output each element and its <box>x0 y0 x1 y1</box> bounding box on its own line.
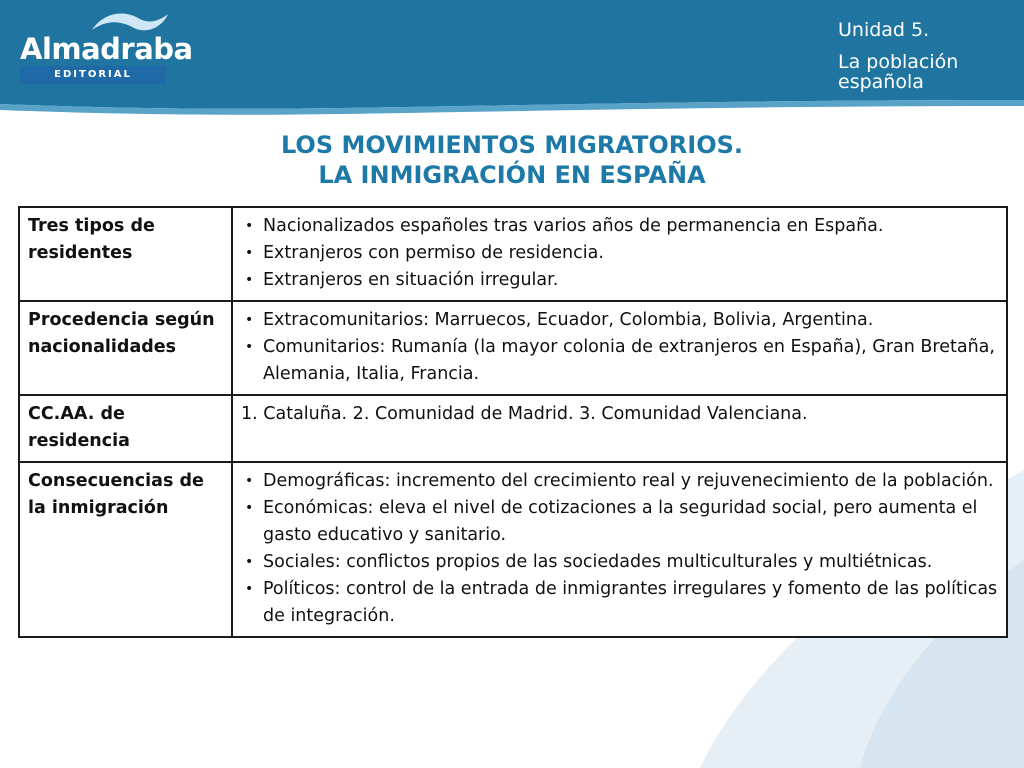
row-content <box>232 462 1007 637</box>
unit-subtitle: La población española <box>838 51 959 93</box>
logo-editorial-badge: EDITORIAL <box>20 66 166 84</box>
table-row-regions <box>19 395 1007 462</box>
row-content <box>232 207 1007 301</box>
list-item: • Nacionalizados españoles tras varios años de permanencia en España. <box>263 213 999 240</box>
immigration-table <box>18 206 1008 638</box>
list-item: • Extranjeros en situación irregular. <box>263 267 999 294</box>
list-item: • Económicas: eleva el nivel de cotizaciones a la seguridad social, pero aumenta el gasto educativo y sanitario. <box>263 495 999 549</box>
table-row-consequences <box>19 462 1007 637</box>
list-item: • Políticos: control de la entrada de inmigrantes irregulares y fomento de las políticas de integración. <box>263 576 999 630</box>
list-item: • Comunitarios: Rumanía (la mayor colonia de extranjeros en España), Gran Bretaña, Alemania, Italia, Francia. <box>263 334 999 388</box>
bullet-list <box>241 213 999 294</box>
list-item: • Sociales: conflictos propios de las sociedades multiculturales y multiétnicas. <box>263 549 999 576</box>
page-title-line-1: LOS MOVIMIENTOS MIGRATORIOS. <box>280 131 744 159</box>
table-row-origin <box>19 301 1007 395</box>
bullet-list <box>241 307 999 388</box>
list-item: • Demográficas: incremento del crecimiento real y rejuvenecimiento de la población. <box>263 468 999 495</box>
wave-icon <box>90 8 170 34</box>
page-title-line-2: LA INMIGRACIÓN EN ESPAÑA <box>318 161 706 189</box>
row-content: 1. Cataluña. 2. Comunidad de Madrid. 3. Comunidad Valenciana. <box>232 395 1007 462</box>
list-item: • Extranjeros con permiso de residencia. <box>263 240 999 267</box>
bullet-list <box>241 468 999 630</box>
row-content <box>232 301 1007 395</box>
unit-title: Unidad 5. <box>838 19 930 41</box>
table-row-residents <box>19 207 1007 301</box>
row-label: Tres tipos de residentes <box>19 207 232 301</box>
row-label: Consecuencias de la inmigración <box>19 462 232 637</box>
logo-wordmark: Almadraba <box>20 32 193 66</box>
page-title <box>0 130 1024 190</box>
almadraba-logo <box>20 8 193 80</box>
row-label: CC.AA. de residencia <box>19 395 232 462</box>
list-item: • Extracomunitarios: Marruecos, Ecuador, Colombia, Bolivia, Argentina. <box>263 307 999 334</box>
row-label: Procedencia según nacionalidades <box>19 301 232 395</box>
unit-info <box>838 18 1018 92</box>
